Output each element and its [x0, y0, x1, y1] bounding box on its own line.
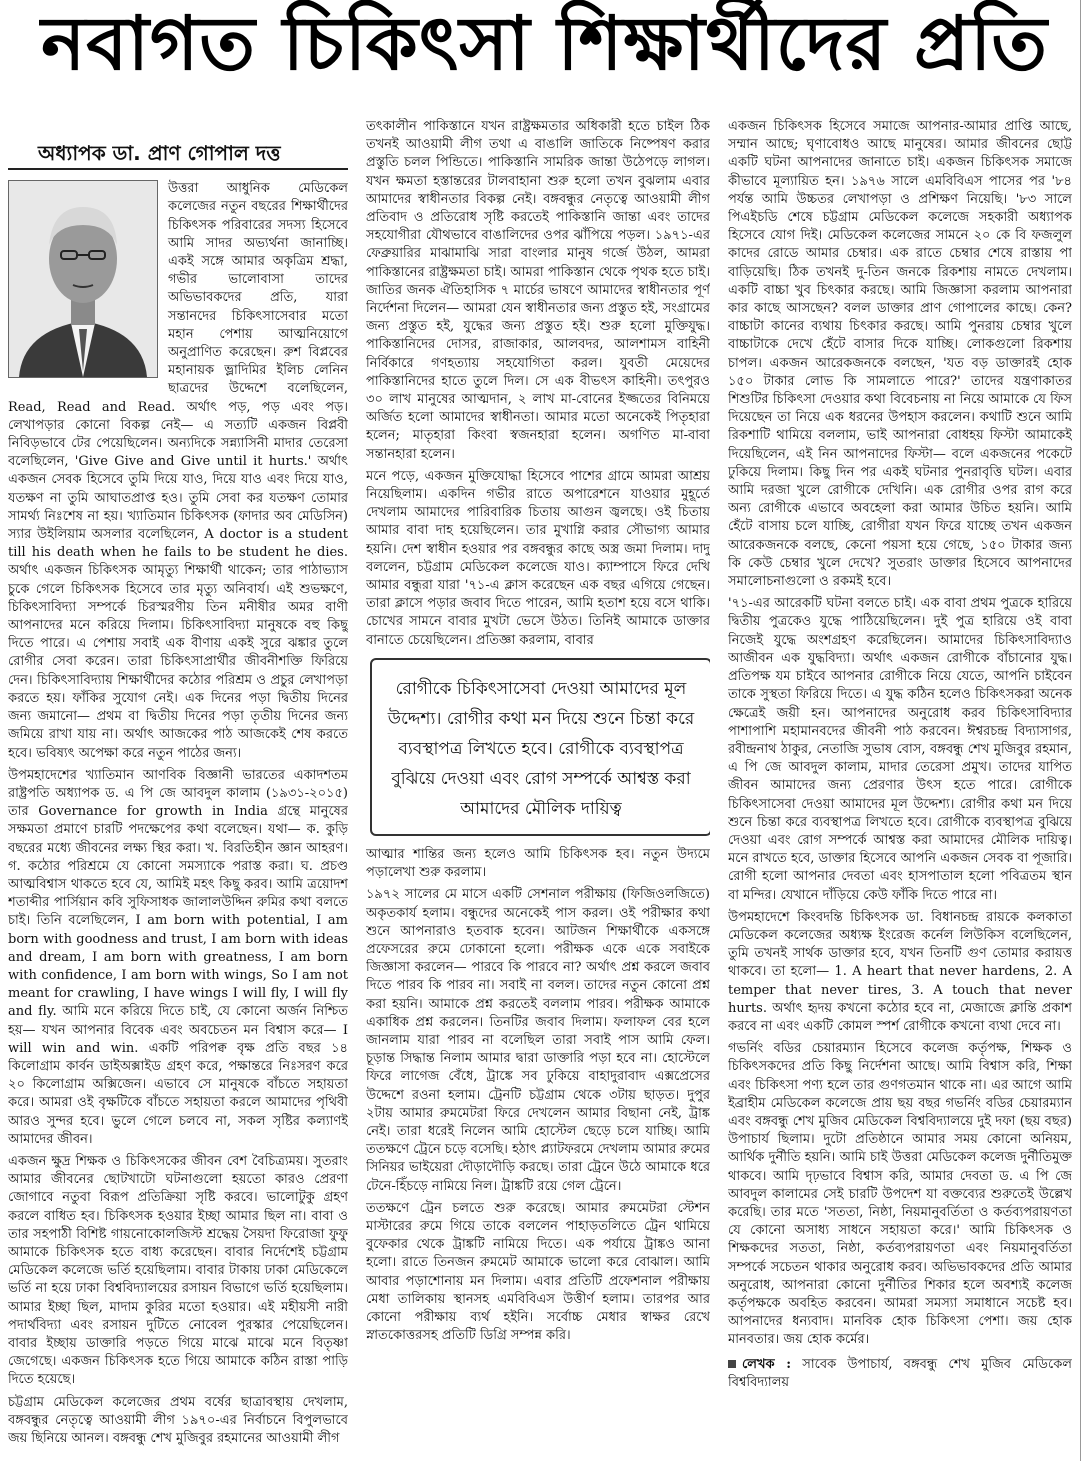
byline-divider — [8, 168, 348, 170]
col1-paragraph-3: একজন ক্ষুদ্র শিক্ষক ও চিকিৎসকের জীবন বেশ বৈচিত্র্যময়। সুতরাং আমার জীবনের ছোটখাটো ঘটনাগুলো হয়তো কারও প্রেরণা জোগাবে নতুবা বিরূপ প্রতিক্রিয়া সৃষ্টি করবে। ভালোটুকু গ্রহণ করলে বাধিত হব। চিকিৎসক হওয়ার ইচ্ছা আমার ছিল না। বাবা ও তার সহপাঠী বিশিষ্ট গায়নোকোলজিস্ট শ্রদ্ধেয় সৈয়দা ফিরোজা ফুফু আমাকে চিকিৎসক হতে বাধ্য করেছেন। বাবার নির্দেশেই চট্টগ্রাম মেডিকেল কলেজে ভর্তি হয়েছিলাম। বাবার টাকায় ঢাকা মেডিকেলে ভর্তি না হয়ে ঢাকা বিশ্ববিদ্যালয়ের রসায়ন বিভাগে ভর্তি হয়েছিলাম। আমার ইচ্ছা ছিল, মাদাম কুরির মতো হওয়ার। এই মহীয়সী নারী পদার্থবিদ্যা এবং রসায়ন দুটিতে নোবেল পুরস্কার পেয়েছিলেন। বাবার ইচ্ছায় ডাক্তারি পড়তে গিয়ে মাঝে মাঝে মনে বিতৃষ্ণা জেগেছে। একজন চিকিৎসক হতে গিয়ে আমাকে কঠিন রাস্তা পাড়ি দিতে হয়েছে। — [8, 1153, 348, 1388]
author-note — [728, 1356, 1072, 1392]
col2-paragraph-3: আত্মার শান্তির জন্য হলেও আমি চিকিৎসক হব। নতুন উদ্যমে পড়ালেখা শুরু করলাম। — [366, 846, 710, 881]
column-3 — [728, 118, 1072, 1458]
column-2 — [366, 118, 710, 1458]
col3-paragraph-1: একজন চিকিৎসক হিসেবে সমাজে আপনার-আমার প্রাপ্তি আছে, সম্মান আছে; ঘৃণাবোধও আছে মানুষের। আমার জীবনের ছোট্ট একটি ঘটনা আপনাদের জানাতে চাই। একজন চিকিৎসক সমাজে কীভাবে মূল্যায়িত হন। ১৯৭৬ সালে এমবিবিএস পাসের পর '৮৪ পর্যন্ত আমি উচ্চতর লেখাপড়া ও প্রশিক্ষণ নিয়েছি। '৮৩ সালে পিএইচডি শেষে চট্টগ্রাম মেডিকেল কলেজে সহকারী অধ্যাপক হিসেবে যোগ দিই। মেডিকেল কলেজের সামনে ২০ কে বি ফজলুল কাদের রোডে আমার চেম্বার। এক রাতে চেম্বার শেষে রাস্তায় পা বাড়িয়েছি। ঠিক তখনই দু-তিন জনকে রিকশায় নামতে দেখলাম। একটি বাচ্চা খুব চিৎকার করছে। আমি জিজ্ঞাসা করলাম আপনারা কার কাছে আসছেন? বলল ডাক্তার প্রাণ গোপালের কাছে। কেন? বাচ্চাটা কানের ব্যথায় চিৎকার করছে। আমি পুনরায় চেম্বার খুলে বাচ্চাটাকে দেখে হেঁটে বাসার দিকে যাচ্ছি। লোকগুলো রিকশায় চাপল। একজন আরেকজনকে বলছেন, 'যত বড় ডাক্তারই হোক ১৫০ টাকার লোভ কি সামলাতে পারে?' তাদের যন্ত্রণাকাতর শিশুটির চিকিৎসা দেওয়ার কথা বিবেচনায় না নিয়ে আমাকে যে ফিস দিয়েছেন তা নিয়ে এক ধরনের উপহাস করলেন। কথাটি শুনে আমি রিকশাটি থামিয়ে বললাম, ভাই আপনারা বোধহয় ফিস্টা আমাকেই দিয়েছিলেন, এই নিন আপনাদের ফিস্টা— বলে একজনের পকেটে ঢুকিয়ে দিলাম। কিছু দিন পর একই ঘটনার পুনরাবৃত্তি ঘটল। এবার আমি দরজা খুলে রোগীকে দেখিনি। এক রোগীর ওপর রাগ করে অন্য রোগীকে এভাবে অবহেলা করা আমার উচিত হয়নি। আমি হেঁটে বাসায় চলে যাচ্ছি, রোগীরা যখন ফিরে যাচ্ছে তখন একজন আরেকজনকে বলছে, কেনো পয়সা হয়ে গেছে, ১৫০ টাকার জন্য কি কেউ চেম্বার খুলে দেখে? সুতরাং ডাক্তার হিসেবে আপনাদের সমালোচনাগুলো ও রকমই হবে। — [728, 119, 1072, 590]
page-edge-rule — [1080, 0, 1081, 1461]
col2-paragraph-2: মনে পড়ে, একজন মুক্তিযোদ্ধা হিসেবে পাশের গ্রামে আমরা আশ্রয় নিয়েছিলাম। একদিন গভীর রাতে অপারেশনে যাওয়ার মুহূর্তে দেখলাম আমাদের পারিবারিক চিতায় আগুন জ্বলছে। ওই চিতায় আমার বাবা দাহ হয়েছিলেন। তার মুখাগ্নি করার সৌভাগ্য আমার হয়নি। দেশ স্বাধীন হওয়ার পর বঙ্গবন্ধুর কাছে অস্ত্র জমা দিলাম। দাদু বললেন, চট্টগ্রাম মেডিকেল কলেজে যাও। ক্যাম্পাসে ফিরে দেখি আমার বন্ধুরা যারা '৭১-এ ক্লাস করেছেন এক বছর এগিয়ে গেছেন। তারা ক্লাসে পড়ার জবাব দিতে পারেন, আমি হতাশ হয়ে বসে থাকি। চোখের সামনে বাবার মুখটা ভেসে উঠত। তিনিই আমাকে ডাক্তার বানাতে চেয়েছিলেন। প্রতিজ্ঞা করলাম, বাবার — [366, 468, 710, 648]
square-bullet-icon — [728, 1360, 736, 1368]
col1-paragraph-4: চট্টগ্রাম মেডিকেল কলেজের প্রথম বর্ষের ছাত্রাবস্থায় দেখলাম, বঙ্গবন্ধুর নেতৃত্বে আওয়ামী লীগ ১৯৭০-এর নির্বাচনে বিপুলভাবে জয় ছিনিয়ে আনল। বঙ্গবন্ধু শেখ মুজিবুর রহমানের আওয়ামী লীগ — [8, 1394, 348, 1447]
headline: নবাগত চিকিৎসা শিক্ষার্থীদের প্রতি — [41, 1, 1048, 87]
col1-paragraph-1: উত্তরা আধুনিক মেডিকেল কলেজের নতুন বছরের শিক্ষার্থীদের চিকিৎসক পরিবারের সদস্য হিসেবে আমি সাদর অভ্যর্থনা জানাচ্ছি। একই সঙ্গে আমার অকৃত্রিম শ্রদ্ধা, গভীর ভালোবাসা তাদের অভিভাবকদের প্রতি, যারা সন্তানদের চিকিৎসাসেবার মতো মহান পেশায় আত্মনিয়োগে অনুপ্রাণিত করেছেন। রুশ বিপ্লবের মহানায়ক ভ্লাদিমির ইলিচ লেনিন ছাত্রদের উদ্দেশে বলেছিলেন, Read, Read and Read. অর্থাৎ পড়, পড় এবং পড়। লেখাপড়ার কোনো বিকল্প নেই— এ সত্যটি একজন বিপ্লবী নিবিড়ভাবে টের পেয়েছিলেন। অন্যদিকে সন্ন্যাসিনী মাদার তেরেসা বলেছিলেন, 'Give Give and Give until it hurts.' অর্থাৎ একজন সেবক হিসেবে তুমি দিয়ে যাও, দিয়ে যাও এবং দিয়ে যাও, যতক্ষণ না তুমি আঘাতপ্রাপ্ত হও। তুমি সেবা কর যতক্ষণ তোমার সামর্থ্য নিঃশেষ না হয়। খ্যাতিমান চিকিৎসক (ফাদার অব মেডিসিন) স্যার উইলিয়াম অসলার বলেছিলেন, A doctor is a student till his death when he fails to be student he dies. অর্থাৎ একজন চিকিৎসক আমৃত্যু শিক্ষার্থী থাকেন; তার পাঠাভ্যাস চুকে গেলে চিকিৎসক হিসেবে তার মৃত্যু অনিবার্য। এই শুভক্ষণে, চিকিৎসাবিদ্যা সম্পর্কে চিরস্মরণীয় তিন মনীষীর অমর বাণী আপনাদের মনে করিয়ে দিলাম। চিকিৎসাবিদ্যা মানুষকে বহু কিছু দিতে পারে। এ পেশায় সবাই এক বীণায় একই সুরে ঝঙ্কার তুলে রোগীর সেবা করেন। তারা চিকিৎসাপ্রার্থীর জীবনীশক্তি ফিরিয়ে দেন। চিকিৎসাবিদ্যায় শিক্ষার্থীদের কঠোর পরিশ্রম ও প্রচুর লেখাপড়া করতে হয়। ফাঁকির সুযোগ নেই। এক দিনের পড়া দ্বিতীয় দিনের জন্য জমানো— প্রথম বা দ্বিতীয় দিনের পড়া তৃতীয় দিনের জন্য জমিয়ে রাখা যায় না। অর্থাৎ আজকের পাঠ আজকেই শেষ করতে হবে। ভবিষ্যৎ অপেক্ষা করে নতুন পাঠের জন্য। — [8, 181, 348, 761]
col2-paragraph-4: ১৯৭২ সালের মে মাসে একটি সেশনাল পরীক্ষায় (ফিজিওলজিতে) অকৃতকার্য হলাম। বন্ধুদের অনেকেই পাস করল। ওই পরীক্ষার কথা শুনে আপনারাও হতবাক হবেন। আটজন শিক্ষার্থীকে একসঙ্গে প্রফেসরের রুমে ঢোকানো হলো। পরীক্ষক একে একে সবাইকে জিজ্ঞাসা করলেন— পারবে কি পারবে না? অর্থাৎ প্রশ্ন করলে জবাব দিতে পারব কি পারব না। সবাই না বলল। তাদের নতুন কোনো প্রশ্ন করা হয়নি। আমাকে প্রশ্ন করতেই বললাম পারব। পরীক্ষক আমাকে একাধিক প্রশ্ন করলেন। তিনটির জবাব দিলাম। ফলাফল বের হলে জানলাম যারা পারব না বলেছিল তারা সবাই পাস আমি ফেল। চূড়ান্ত সিদ্ধান্ত নিলাম আমার দ্বারা ডাক্তারি পড়া হবে না। হোস্টেলে ফিরে লাগেজ বেঁধে, ট্রাঙ্কে সব ঢুকিয়ে বাহাদুরাবাদ এক্সপ্রেসের উদ্দেশে রওনা হলাম। ট্রেনটি চট্টগ্রাম থেকে ৩টায় ছাড়ত। দুপুর ২টায় আমার রুমমেটরা ফিরে দেখলেন আমার বিছানা নেই, ট্রাঙ্ক নেই। তারা ধরেই নিলেন আমি হোস্টেল ছেড়ে চলে যাচ্ছি। আমি ততক্ষণে ট্রেনে চড়ে বসেছি। হঠাৎ প্ল্যাটফরমে দেখলাম আমার রুমের সিনিয়র ভাইয়েরা দৌড়াদৌড়ি করছে। তারা ট্রেনে উঠে আমাকে ধরে টেনে-হিঁচড়ে নামিয়ে নিল। ট্রাঙ্কটি রয়ে গেল ট্রেনে। — [366, 887, 710, 1194]
col3-paragraph-2: '৭১-এর আরেকটি ঘটনা বলতে চাই। এক বাবা প্রথম পুত্রকে হারিয়ে দ্বিতীয় পুত্রকেও যুদ্ধে পাঠিয়েছিলেন। দুই পুত্র হারিয়ে ওই বাবা নিজেই যুদ্ধে অংশগ্রহণ করেছিলেন। আমাদের চিকিৎসাবিদ্যাও আজীবন এক যুদ্ধবিদ্যা। অর্থাৎ একজন রোগীকে বাঁচানোর যুদ্ধ। প্রতিপক্ষ যম চাইবে আপনার রোগীকে নিয়ে যেতে, আপনি চাইবেন তাকে সুস্থতা ফিরিয়ে দিতে। এ যুদ্ধ কঠিন হলেও চিকিৎসকরা অনেক ক্ষেত্রেই জয়ী হন। আপনাদের অনুরোধ করব চিকিৎসাবিদ্যার পাশাপাশি মহামানবদের জীবনী পাঠ করবেন। ঈশ্বরচন্দ্র বিদ্যাসাগর, রবীন্দ্রনাথ ঠাকুর, নেতাজি সুভাষ বোস, বঙ্গবন্ধু শেখ মুজিবুর রহমান, এ পি জে আবদুল কালাম, মাদার তেরেসা প্রমুখ। তাদের যাপিত জীবন আমাদের জন্য প্রেরণার উৎস হতে পারে। রোগীকে চিকিৎসাসেবা দেওয়া আমাদের মূল উদ্দেশ্য। রোগীর কথা মন দিয়ে শুনে চিন্তা করে ব্যবস্থাপত্র লিখতে হবে। রোগীকে ব্যবস্থাপত্র বুঝিয়ে দেওয়া এবং রোগ সম্পর্কে আশ্বস্ত করা আমাদের মৌলিক দায়িত্ব। মনে রাখতে হবে, ডাক্তার হিসেবে আপনি একজন সেবক বা পূজারি। রোগী হলো আপনার দেবতা এবং হাসপাতাল হলো পবিত্রতম স্থান বা মন্দির। যেখানে দাঁড়িয়ে কেউ ফাঁকি দিতে পারে না। — [728, 596, 1072, 903]
col2-paragraph-5: ততক্ষণে ট্রেন চলতে শুরু করেছে। আমার রুমমেটরা স্টেশন মাস্টারের রুমে গিয়ে তাকে বললেন পাহাড়তলিতে ট্রেন থামিয়ে বুফেকার থেকে ট্রাঙ্কটি নামিয়ে দিতে। এক পর্যায়ে ট্রাঙ্কও আনা হলো। রাতে তিনজন রুমমেট আমাকে ভালো করে বোঝাল। আমি আবার পড়াশোনায় মন দিলাম। এবার প্রতিটি প্রফেশনাল পরীক্ষায় মেধা তালিকায় স্থানসহ এমবিবিএস উত্তীর্ণ হলাম। তারপর আর কোনো পরীক্ষায় ব্যর্থ হইনি। সর্বোচ্চ মেধার স্বাক্ষর রেখে স্নাতকোত্তরসহ প্রতিটি ডিগ্রি সম্পন্ন করি। — [366, 1200, 710, 1344]
col3-paragraph-3: উপমহাদেশে কিংবদন্তি চিকিৎসক ডা. বিধানচন্দ্র রায়কে কলকাতা মেডিকেল কলেজের অধ্যক্ষ ইংরেজ কর্নেল লিউকিস বলেছিলেন, তুমি তখনই সার্থক ডাক্তার হবে, যখন তিনটি গুণ তোমার করায়ত্ত থাকবে। তা হলো— 1. A heart that never hardens, 2. A temper that never tires, 3. A touch that never hurts. অর্থাৎ হৃদয় কখনো কঠোর হবে না, মেজাজে ক্লান্তি প্রকাশ করবে না এবং একটি কোমল স্পর্শ রোগীকে কখনো ব্যথা দেবে না। — [728, 909, 1072, 1034]
author-photo — [8, 180, 158, 378]
pull-quote: রোগীকে চিকিৎসাসেবা দেওয়া আমাদের মূল উদ্দেশ্য। রোগীর কথা মন দিয়ে শুনে চিন্তা করে ব্যবস্থাপত্র লিখতে হবে। রোগীকে ব্যবস্থাপত্র বুঝিয়ে দেওয়া এবং রোগ সম্পর্কে আশ্বস্ত করা আমাদের মৌলিক দায়িত্ব — [370, 658, 710, 836]
byline: অধ্যাপক ডা. প্রাণ গোপাল দত্ত — [38, 141, 281, 165]
col2-paragraph-1: তৎকালীন পাকিস্তানে যখন রাষ্ট্রক্ষমতার অধিকারী হতে চাইল ঠিক তখনই আওয়ামী লীগ তথা এ বাঙালি জাতিকে নিষ্পেষণ করার প্রস্তুতি চলল পিন্ডিতে। পাকিস্তানি সামরিক জান্তা উঠেপড়ে লাগল। যখন ক্ষমতা হস্তান্তরের টালবাহানা শুরু হলো তখন বুঝলাম এবার আমাদের স্বাধীনতার বিকল্প নেই। বঙ্গবন্ধুর নেতৃত্বে আওয়ামী লীগ প্রতিবাদ ও প্রতিরোধ সৃষ্টি করতেই পাকিস্তানি জান্তা এবং তাদের সহযোগীরা যৌথভাবে বাঙালিদের ওপর ঝাঁপিয়ে পড়ল। ১৯৭১-এর ফেব্রুয়ারির মাঝামাঝি সারা বাংলার মানুষ গর্জে উঠল, আমরা পাকিস্তানের রাষ্ট্রক্ষমতা চাই। আমরা পাকিস্তান থেকে পৃথক হতে চাই। জাতির জনক ঐতিহাসিক ৭ মার্চের ভাষণে আমাদের স্বাধীনতার পূর্ণ নির্দেশনা দিলেন— আমরা যেন স্বাধীনতার জন্য প্রস্তুত হই, সংগ্রামের জন্য প্রস্তুত হই, যুদ্ধের জন্য প্রস্তুত হই। শুরু হলো মুক্তিযুদ্ধ। পাকিস্তানিদের দোসর, রাজাকার, আলবদর, আলশামস বাহিনী নির্বিকারে গণহত্যায় সহযোগিতা করল। যুবতী মেয়েদের পাকিস্তানিদের হাতে তুলে দিল। সে এক বীভৎস কাহিনী। তৎপুরও ৩০ লাখ মানুষের আত্মদান, ২ লাখ মা-বোনের ইজ্জতের বিনিময়ে অর্জিত হলো আমাদের স্বাধীনতা। আমার মতো অনেকেই পিতৃহারা হলেন; মাতৃহারা কিংবা স্বজনহারা হলেন। অগণিত মা-বাবা সন্তানহারা হলেন। — [366, 119, 710, 462]
author-label: লেখক : — [742, 1356, 792, 1372]
author-description: সাবেক উপাচার্য, বঙ্গবন্ধু শেখ মুজিব মেডিকেল বিশ্ববিদ্যালয় — [728, 1356, 1072, 1390]
column-1 — [8, 140, 348, 1458]
col3-paragraph-4: গভর্নিং বডির চেয়ারম্যান হিসেবে কলেজ কর্তৃপক্ষ, শিক্ষক ও চিকিৎসকদের প্রতি কিছু নির্দেশনা আছে। আমি বিশ্বাস করি, শিক্ষা এবং চিকিৎসা পণ্য হলে তার গুণগতমান থাকে না। এর আগে আমি ইব্রাহীম মেডিকেল কলেজে প্রায় ছয় বছর গভর্নিং বডির চেয়ারম্যান এবং বঙ্গবন্ধু শেখ মুজিব মেডিকেল বিশ্ববিদ্যালয়ে দুই দফা (ছয় বছর) উপাচার্য ছিলাম। দুটো প্রতিষ্ঠানে আমার সময় কোনো অনিয়ম, আর্থিক দুর্নীতি হয়নি। আমি চাই উত্তরা মেডিকেল কলেজ দুর্নীতিমুক্ত থাকবে। আমি দৃঢ়ভাবে বিশ্বাস করি, আমার দেবতা ড. এ পি জে আবদুল কালামের সেই চারটি উপদেশ যা বক্তব্যের শুরুতেই উল্লেখ করেছি। তার মতে 'সততা, নিষ্ঠা, নিয়মানুবর্তিতা ও কর্তব্যপরায়ণতা যে কোনো অসাধ্য সাধনে সহায়তা করে।' আমি চিকিৎসক ও শিক্ষকদের সততা, নিষ্ঠা, কর্তব্যপরায়ণতা এবং নিয়মানুবর্তিতা সম্পর্কে সচেতন থাকার অনুরোধ করব। অভিভাবকদের প্রতি আমার অনুরোধ, আপনারা কোনো দুর্নীতির শিকার হলে অবশ্যই কলেজ কর্তৃপক্ষকে অবহিত করবেন। আমরা সমস্যা সমাধানে সচেষ্ট হব। আপনাদের ধন্যবাদ। মানবিক হোক চিকিৎসা পেশা। জয় হোক মানবতার। জয় হোক কর্মের। — [728, 1041, 1072, 1348]
col1-paragraph-2: উপমহাদেশের খ্যাতিমান আণবিক বিজ্ঞানী ভারতের একাদশতম রাষ্ট্রপতি অধ্যাপক ড. এ পি জে আবদুল কালাম (১৯৩১-২০১৫) তার Governance for growth in India গ্রন্থে মানুষের সক্ষমতা প্রমাণে চারটি পদক্ষেপের কথা বলেছেন। যথা— ক. কুড়ি বছরের মধ্যে জীবনের লক্ষ্য স্থির করা। খ. বিরতিহীন জ্ঞান আহরণ। গ. কঠোর পরিশ্রমে যে কোনো সমস্যাকে পরাস্ত করা। ঘ. প্রচণ্ড আত্মবিশ্বাস থাকতে হবে যে, আমিই মহৎ কিছু করব। আমি ত্রয়োদশ শতাব্দীর পার্সিয়ান কবি সুফিসাধক জালালউদ্দিন রুমির কথা বলতে চাই। তিনি বলেছিলেন, I am born with potential, I am born with goodness and trust, I am born with ideas and dream, I am born with greatness, I am born with confidence, I am born with wings, So I am not meant for crawling, I have wings I will fly, I will fly and fly. আমি মনে করিয়ে দিতে চাই, যে কোনো অর্জন নিশ্চিত হয়— যখন আপনার বিবেক এবং অবচেতন মন বিশ্বাস করে— I will win and win. একটি পরিপক্ব বৃক্ষ প্রতি বছর ১৪ কিলোগ্রাম কার্বন ডাইঅক্সাইড গ্রহণ করে, পক্ষান্তরে নিঃসরণ করে ২০ কিলোগ্রাম অক্সিজেন। এভাবে সে মানুষকে বাঁচতে সহায়তা করে। আমরা ওই বৃক্ষটিকে বাঁচতে সহায়তা করলে আমাদের পৃথিবী আরও সুন্দর হবে। ভুলে গেলে চলবে না, সকল সৃষ্টির কল্যাণই আমাদের জীবন। — [8, 767, 348, 1147]
